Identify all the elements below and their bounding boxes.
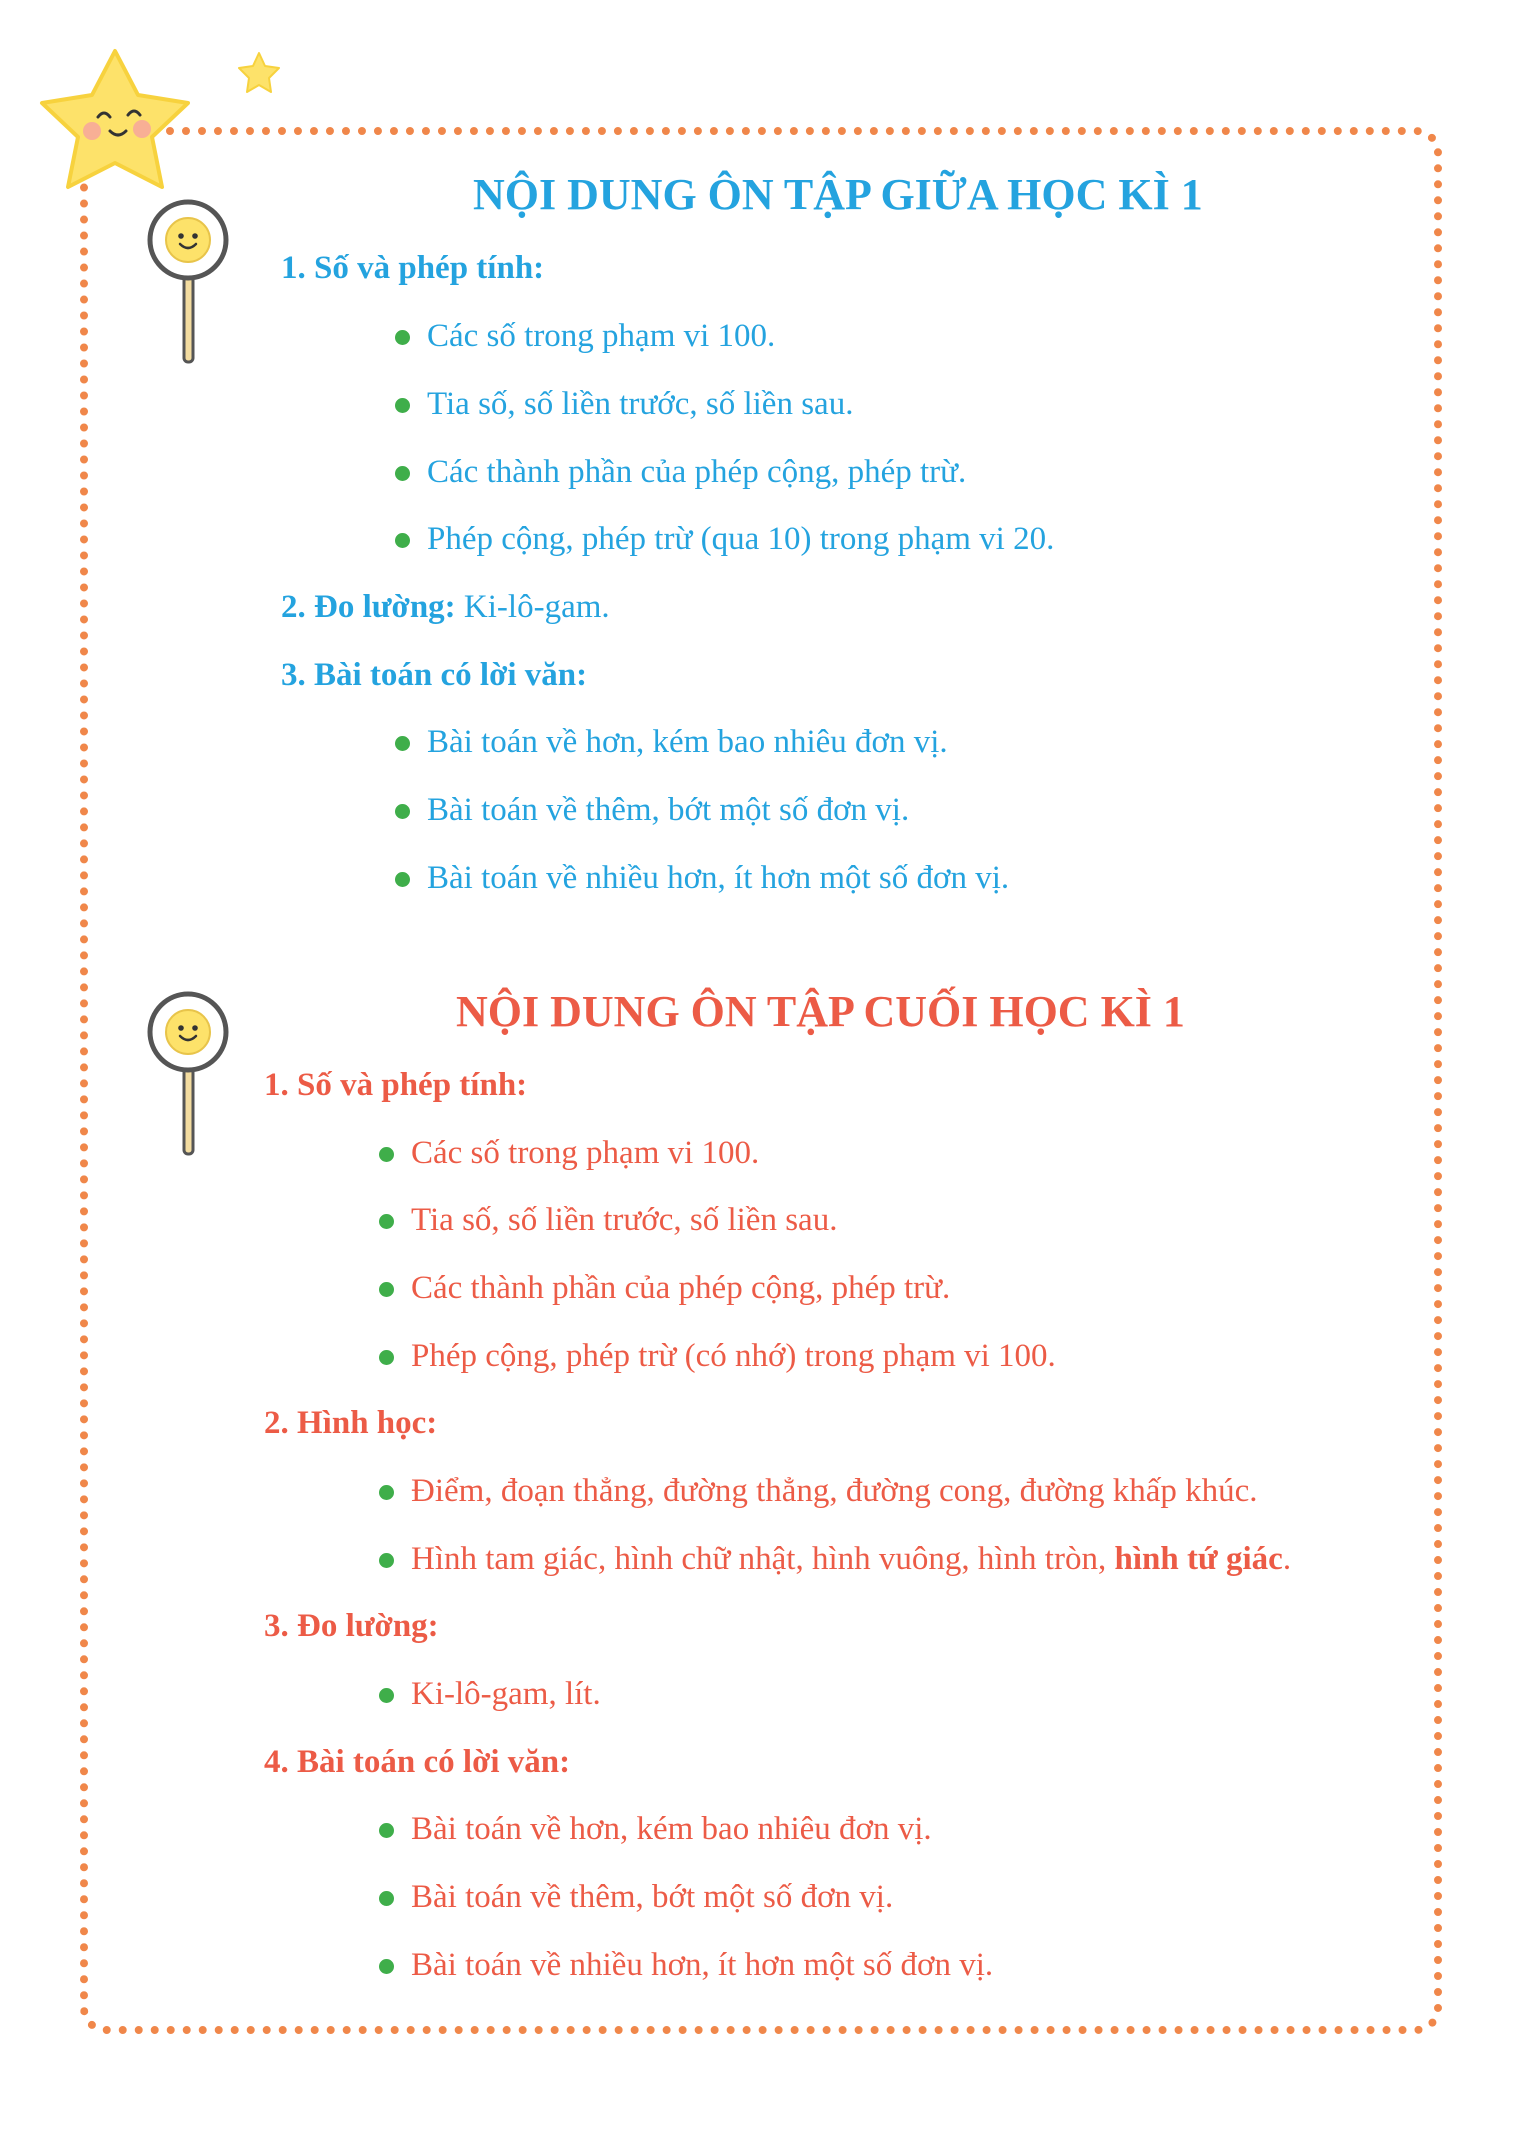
bullet-dot	[395, 398, 410, 413]
lollipop-smiley-icon	[140, 196, 240, 366]
star-mascot-icon	[30, 45, 200, 205]
list-item: Bài toán về thêm, bớt một số đơn vị.	[411, 1881, 893, 1914]
bullet-dot	[379, 1147, 394, 1162]
bullet-dot	[379, 1688, 394, 1703]
heading-geometry: 2. Hình học:	[264, 1405, 438, 1441]
list-item: Ki-lô-gam, lít.	[411, 1678, 601, 1711]
bullet-dot	[379, 1959, 394, 1974]
bullet-dot	[395, 330, 410, 345]
list-item: Bài toán về thêm, bớt một số đơn vị.	[427, 794, 909, 827]
heading-word-problems: 4. Bài toán có lời văn:	[264, 1744, 571, 1780]
list-item: Phép cộng, phép trừ (có nhớ) trong phạm vi 100.	[411, 1340, 1056, 1373]
bullet-dot	[395, 804, 410, 819]
list-item: Các thành phần của phép cộng, phép trừ.	[427, 456, 966, 489]
bullet-dot	[379, 1485, 394, 1500]
heading-measurement: 2. Đo lường: Ki-lô-gam.	[281, 589, 610, 625]
bullet-dot	[395, 872, 410, 887]
bullet-dot	[379, 1350, 394, 1365]
lollipop-smiley-icon	[140, 988, 240, 1158]
list-item: Bài toán về nhiều hơn, ít hơn một số đơn vị.	[427, 862, 1009, 895]
section-title-final: NỘI DUNG ÔN TẬP CUỐI HỌC KÌ 1	[456, 987, 1185, 1036]
list-item: Bài toán về hơn, kém bao nhiêu đơn vị.	[411, 1813, 932, 1846]
list-item: Các số trong phạm vi 100.	[411, 1137, 759, 1170]
bullet-dot	[395, 466, 410, 481]
bullet-dot	[379, 1282, 394, 1297]
list-item: Điểm, đoạn thẳng, đường thẳng, đường cong, đường khấp khúc.	[411, 1475, 1258, 1508]
list-item: Bài toán về hơn, kém bao nhiêu đơn vị.	[427, 726, 948, 759]
list-item: Phép cộng, phép trừ (qua 10) trong phạm vi 20.	[427, 523, 1054, 556]
bullet-dot	[379, 1553, 394, 1568]
heading-measurement: 3. Đo lường:	[264, 1608, 439, 1644]
bullet-dot	[395, 533, 410, 548]
bullet-dot	[379, 1823, 394, 1838]
list-item: Các số trong phạm vi 100.	[427, 320, 775, 353]
section-title-midterm: NỘI DUNG ÔN TẬP GIỮA HỌC KÌ 1	[473, 170, 1203, 219]
bullet-dot	[395, 736, 410, 751]
heading-word-problems: 3. Bài toán có lời văn:	[281, 657, 588, 693]
heading-numbers-operations: 1. Số và phép tính:	[281, 250, 545, 286]
list-item: Hình tam giác, hình chữ nhật, hình vuông, hình tròn, hình tứ giác.	[411, 1543, 1291, 1576]
list-item: Tia số, số liền trước, số liền sau.	[427, 388, 853, 421]
small-star-icon	[236, 50, 282, 96]
list-item: Tia số, số liền trước, số liền sau.	[411, 1204, 837, 1237]
list-item: Các thành phần của phép cộng, phép trừ.	[411, 1272, 950, 1305]
bullet-dot	[379, 1891, 394, 1906]
heading-numbers-operations: 1. Số và phép tính:	[264, 1067, 528, 1103]
bullet-dot	[379, 1214, 394, 1229]
list-item: Bài toán về nhiều hơn, ít hơn một số đơn vị.	[411, 1949, 993, 1982]
